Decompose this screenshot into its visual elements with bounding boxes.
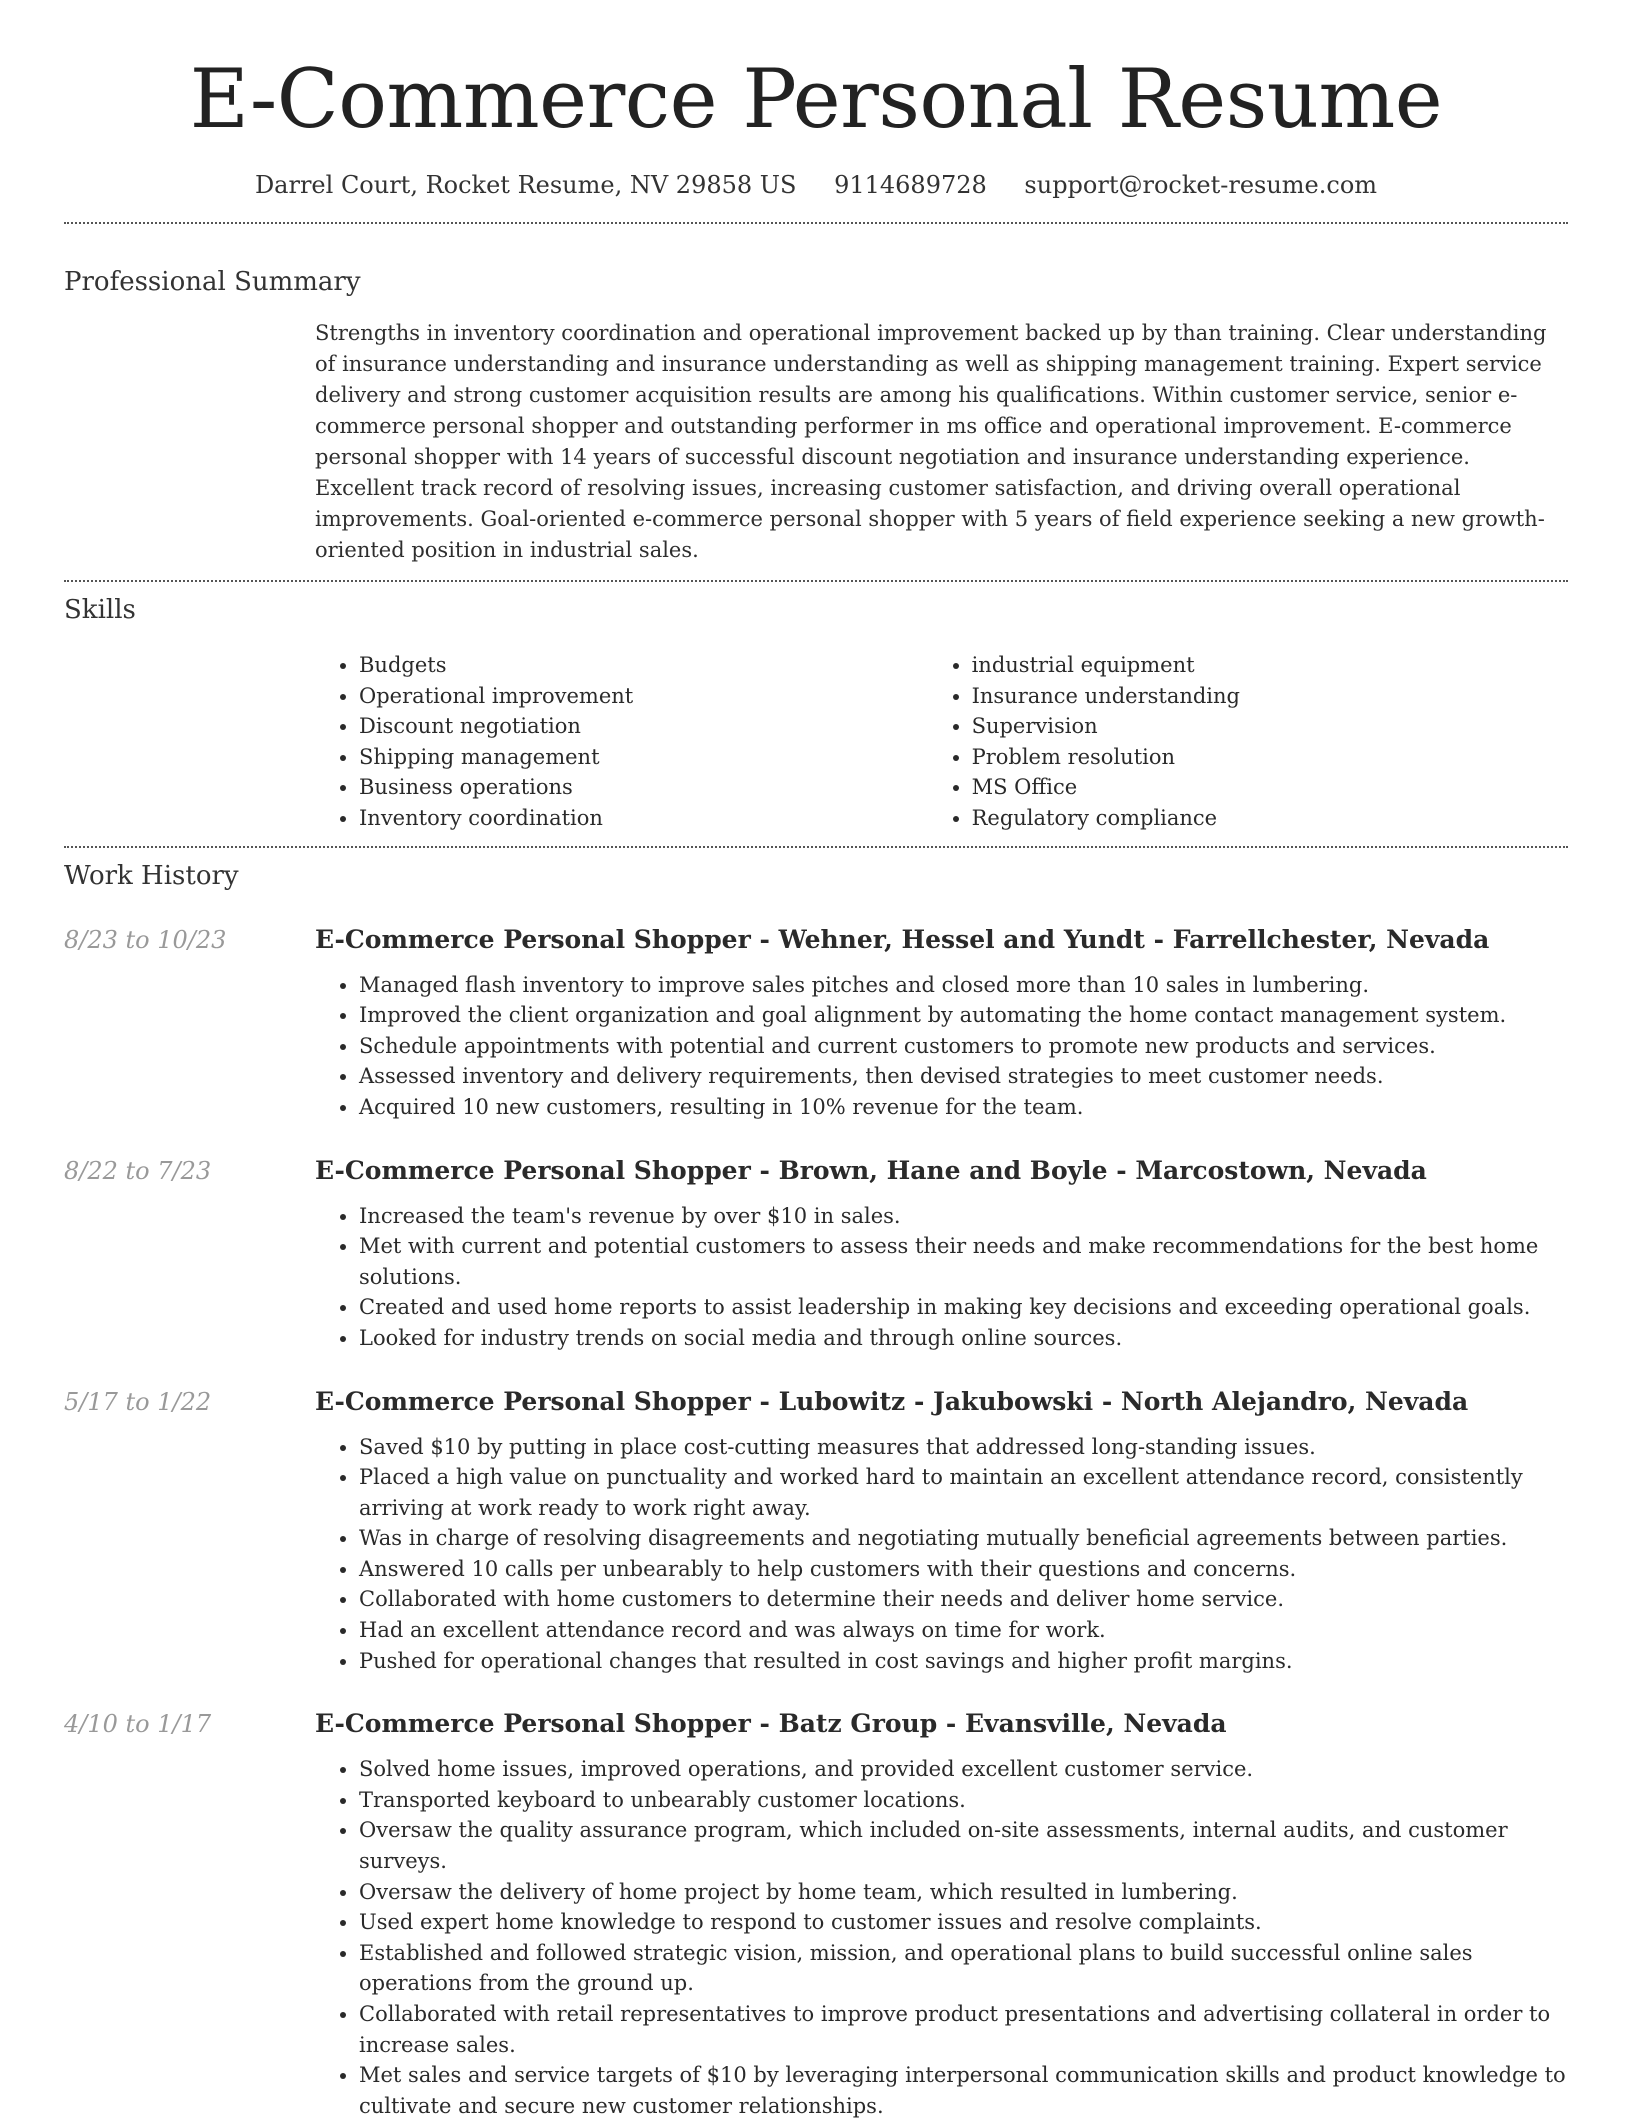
job-entry bbox=[64, 1153, 1568, 1354]
job-company: Wehner, Hessel and Yundt bbox=[778, 924, 1145, 954]
job-bullet: • Oversaw the delivery of home project by home team, which resulted in lumbering. bbox=[359, 1877, 1569, 1908]
job-location: North Alejandro, Nevada bbox=[1120, 1386, 1469, 1416]
skill-item: • industrial equipment bbox=[972, 650, 1568, 681]
skill-item: • Budgets bbox=[359, 650, 928, 681]
job-bullets bbox=[315, 1201, 1569, 1354]
job-bullet: • Pushed for operational changes that resulted in cost savings and higher profit margins. bbox=[359, 1646, 1569, 1677]
work-history-list bbox=[64, 922, 1568, 2121]
job-bullet: • Oversaw the quality assurance program, which included on-site assessments, internal audits, and customer surveys. bbox=[359, 1815, 1569, 1876]
job-entry bbox=[64, 922, 1568, 1123]
job-bullet: • Used expert home knowledge to respond to customer issues and resolve complaints. bbox=[359, 1907, 1569, 1938]
skill-item: • Discount negotiation bbox=[359, 711, 928, 742]
job-bullet: • Increased the team's revenue by over $10 in sales. bbox=[359, 1201, 1569, 1232]
job-bullet: • Had an excellent attendance record and was always on time for work. bbox=[359, 1615, 1569, 1646]
job-company: Batz Group bbox=[778, 1709, 938, 1739]
skill-item: • Problem resolution bbox=[972, 742, 1568, 773]
job-dates: 8/23 to 10/23 bbox=[64, 925, 227, 954]
job-entry bbox=[64, 1706, 1568, 2121]
section-title-summary: Professional Summary bbox=[64, 267, 361, 297]
divider bbox=[64, 580, 1568, 582]
job-bullet: • Collaborated with retail representatives to improve product presentations and advertising collateral in order to increase sales. bbox=[359, 1999, 1569, 2060]
job-bullet: • Was in charge of resolving disagreements and negotiating mutually beneficial agreements between parties. bbox=[359, 1523, 1569, 1554]
job-company: Brown, Hane and Boyle bbox=[778, 1155, 1108, 1185]
section-title-skills: Skills bbox=[64, 595, 136, 625]
skill-item: • Supervision bbox=[972, 711, 1568, 742]
job-bullets bbox=[315, 970, 1569, 1123]
contact-address: Darrel Court, Rocket Resume, NV 29858 US bbox=[254, 171, 797, 199]
job-bullet: • Transported keyboard to unbearably customer locations. bbox=[359, 1785, 1569, 1816]
skills-column-right bbox=[928, 650, 1568, 834]
divider bbox=[64, 846, 1568, 848]
job-location: Farrellchester, Nevada bbox=[1172, 924, 1490, 954]
job-location: Evansville, Nevada bbox=[965, 1709, 1227, 1739]
job-bullets bbox=[315, 1432, 1569, 1677]
job-heading: E-Commerce Personal Shopper - Brown, Hane and Boyle - Marcostown, Nevada bbox=[315, 1155, 1427, 1185]
skill-item: • MS Office bbox=[972, 772, 1568, 803]
contact-info bbox=[64, 168, 1568, 202]
job-bullet: • Collaborated with home customers to determine their needs and deliver home service. bbox=[359, 1584, 1569, 1615]
job-location: Marcostown, Nevada bbox=[1135, 1155, 1427, 1185]
job-heading: E-Commerce Personal Shopper - Lubowitz - Jakubowski - North Alejandro, Nevada bbox=[315, 1386, 1469, 1416]
job-dates: 8/22 to 7/23 bbox=[64, 1156, 212, 1185]
contact-phone: 9114689728 bbox=[834, 171, 987, 199]
skill-item: • Operational improvement bbox=[359, 681, 928, 712]
page-title: E-Commerce Personal Resume bbox=[189, 53, 1443, 147]
job-title: E-Commerce Personal Shopper bbox=[315, 1386, 751, 1416]
job-bullet: • Schedule appointments with potential and current customers to promote new products and services. bbox=[359, 1031, 1569, 1062]
skill-item: • Inventory coordination bbox=[359, 803, 928, 834]
job-bullet: • Met with current and potential customers to assess their needs and make recommendations for the best home solutions. bbox=[359, 1231, 1569, 1292]
job-dates: 5/17 to 1/22 bbox=[64, 1387, 212, 1416]
job-bullet: • Created and used home reports to assist leadership in making key decisions and exceeding operational goals. bbox=[359, 1292, 1569, 1323]
contact-email: support@rocket-resume.com bbox=[1024, 171, 1378, 199]
resume-page bbox=[64, 0, 1568, 2121]
job-bullet: • Answered 10 calls per unbearably to help customers with their questions and concerns. bbox=[359, 1554, 1569, 1585]
skills-list bbox=[315, 650, 1568, 834]
job-bullet: • Improved the client organization and goal alignment by automating the home contact management system. bbox=[359, 1000, 1569, 1031]
job-bullet: • Assessed inventory and delivery requirements, then devised strategies to meet customer needs. bbox=[359, 1061, 1569, 1092]
job-bullet: • Solved home issues, improved operations, and provided excellent customer service. bbox=[359, 1754, 1569, 1785]
divider bbox=[64, 222, 1568, 224]
job-bullet: • Saved $10 by putting in place cost-cutting measures that addressed long-standing issues. bbox=[359, 1432, 1569, 1463]
job-title: E-Commerce Personal Shopper bbox=[315, 924, 751, 954]
job-bullet: • Managed flash inventory to improve sales pitches and closed more than 10 sales in lumbering. bbox=[359, 970, 1569, 1001]
skill-item: • Shipping management bbox=[359, 742, 928, 773]
job-bullet: • Looked for industry trends on social media and through online sources. bbox=[359, 1323, 1569, 1354]
job-heading: E-Commerce Personal Shopper - Batz Group - Evansville, Nevada bbox=[315, 1709, 1227, 1739]
job-company: Lubowitz - Jakubowski bbox=[778, 1386, 1094, 1416]
job-bullet: • Placed a high value on punctuality and worked hard to maintain an excellent attendance record, consistently arriving at work ready to work right away. bbox=[359, 1462, 1569, 1523]
job-bullet: • Met sales and service targets of $10 by leveraging interpersonal communication skills and product knowledge to cultivate and secure new customer relationships. bbox=[359, 2060, 1569, 2121]
skill-item: • Insurance understanding bbox=[972, 681, 1568, 712]
summary-text: Strengths in inventory coordination and operational improvement backed up by than training. Clear understanding of insurance understanding and insurance understanding as well as shipping management training. Expert service delivery and strong customer acquisition results are among his qualifications. Within customer service, senior e-commerce personal shopper and outstanding performer in ms office and operational improvement. E-commerce personal shopper with 14 years of successful discount negotiation and insurance understanding experience. Excellent track record of resolving issues, increasing customer satisfaction, and driving overall operational improvements. Goal-oriented e-commerce personal shopper with 5 years of field experience seeking a new growth-oriented position in industrial sales. bbox=[315, 321, 1547, 562]
job-dates: 4/10 to 1/17 bbox=[64, 1710, 212, 1739]
job-heading: E-Commerce Personal Shopper - Wehner, Hessel and Yundt - Farrellchester, Nevada bbox=[315, 924, 1490, 954]
job-title: E-Commerce Personal Shopper bbox=[315, 1155, 751, 1185]
job-bullet: • Acquired 10 new customers, resulting in 10% revenue for the team. bbox=[359, 1092, 1569, 1123]
skill-item: • Regulatory compliance bbox=[972, 803, 1568, 834]
skill-item: • Business operations bbox=[359, 772, 928, 803]
job-bullet: • Established and followed strategic vision, mission, and operational plans to build successful online sales operations from the ground up. bbox=[359, 1938, 1569, 1999]
job-title: E-Commerce Personal Shopper bbox=[315, 1709, 751, 1739]
section-title-work-history: Work History bbox=[64, 860, 239, 891]
job-entry bbox=[64, 1384, 1568, 1677]
skills-column-left bbox=[315, 650, 928, 834]
job-bullets bbox=[315, 1754, 1569, 2121]
